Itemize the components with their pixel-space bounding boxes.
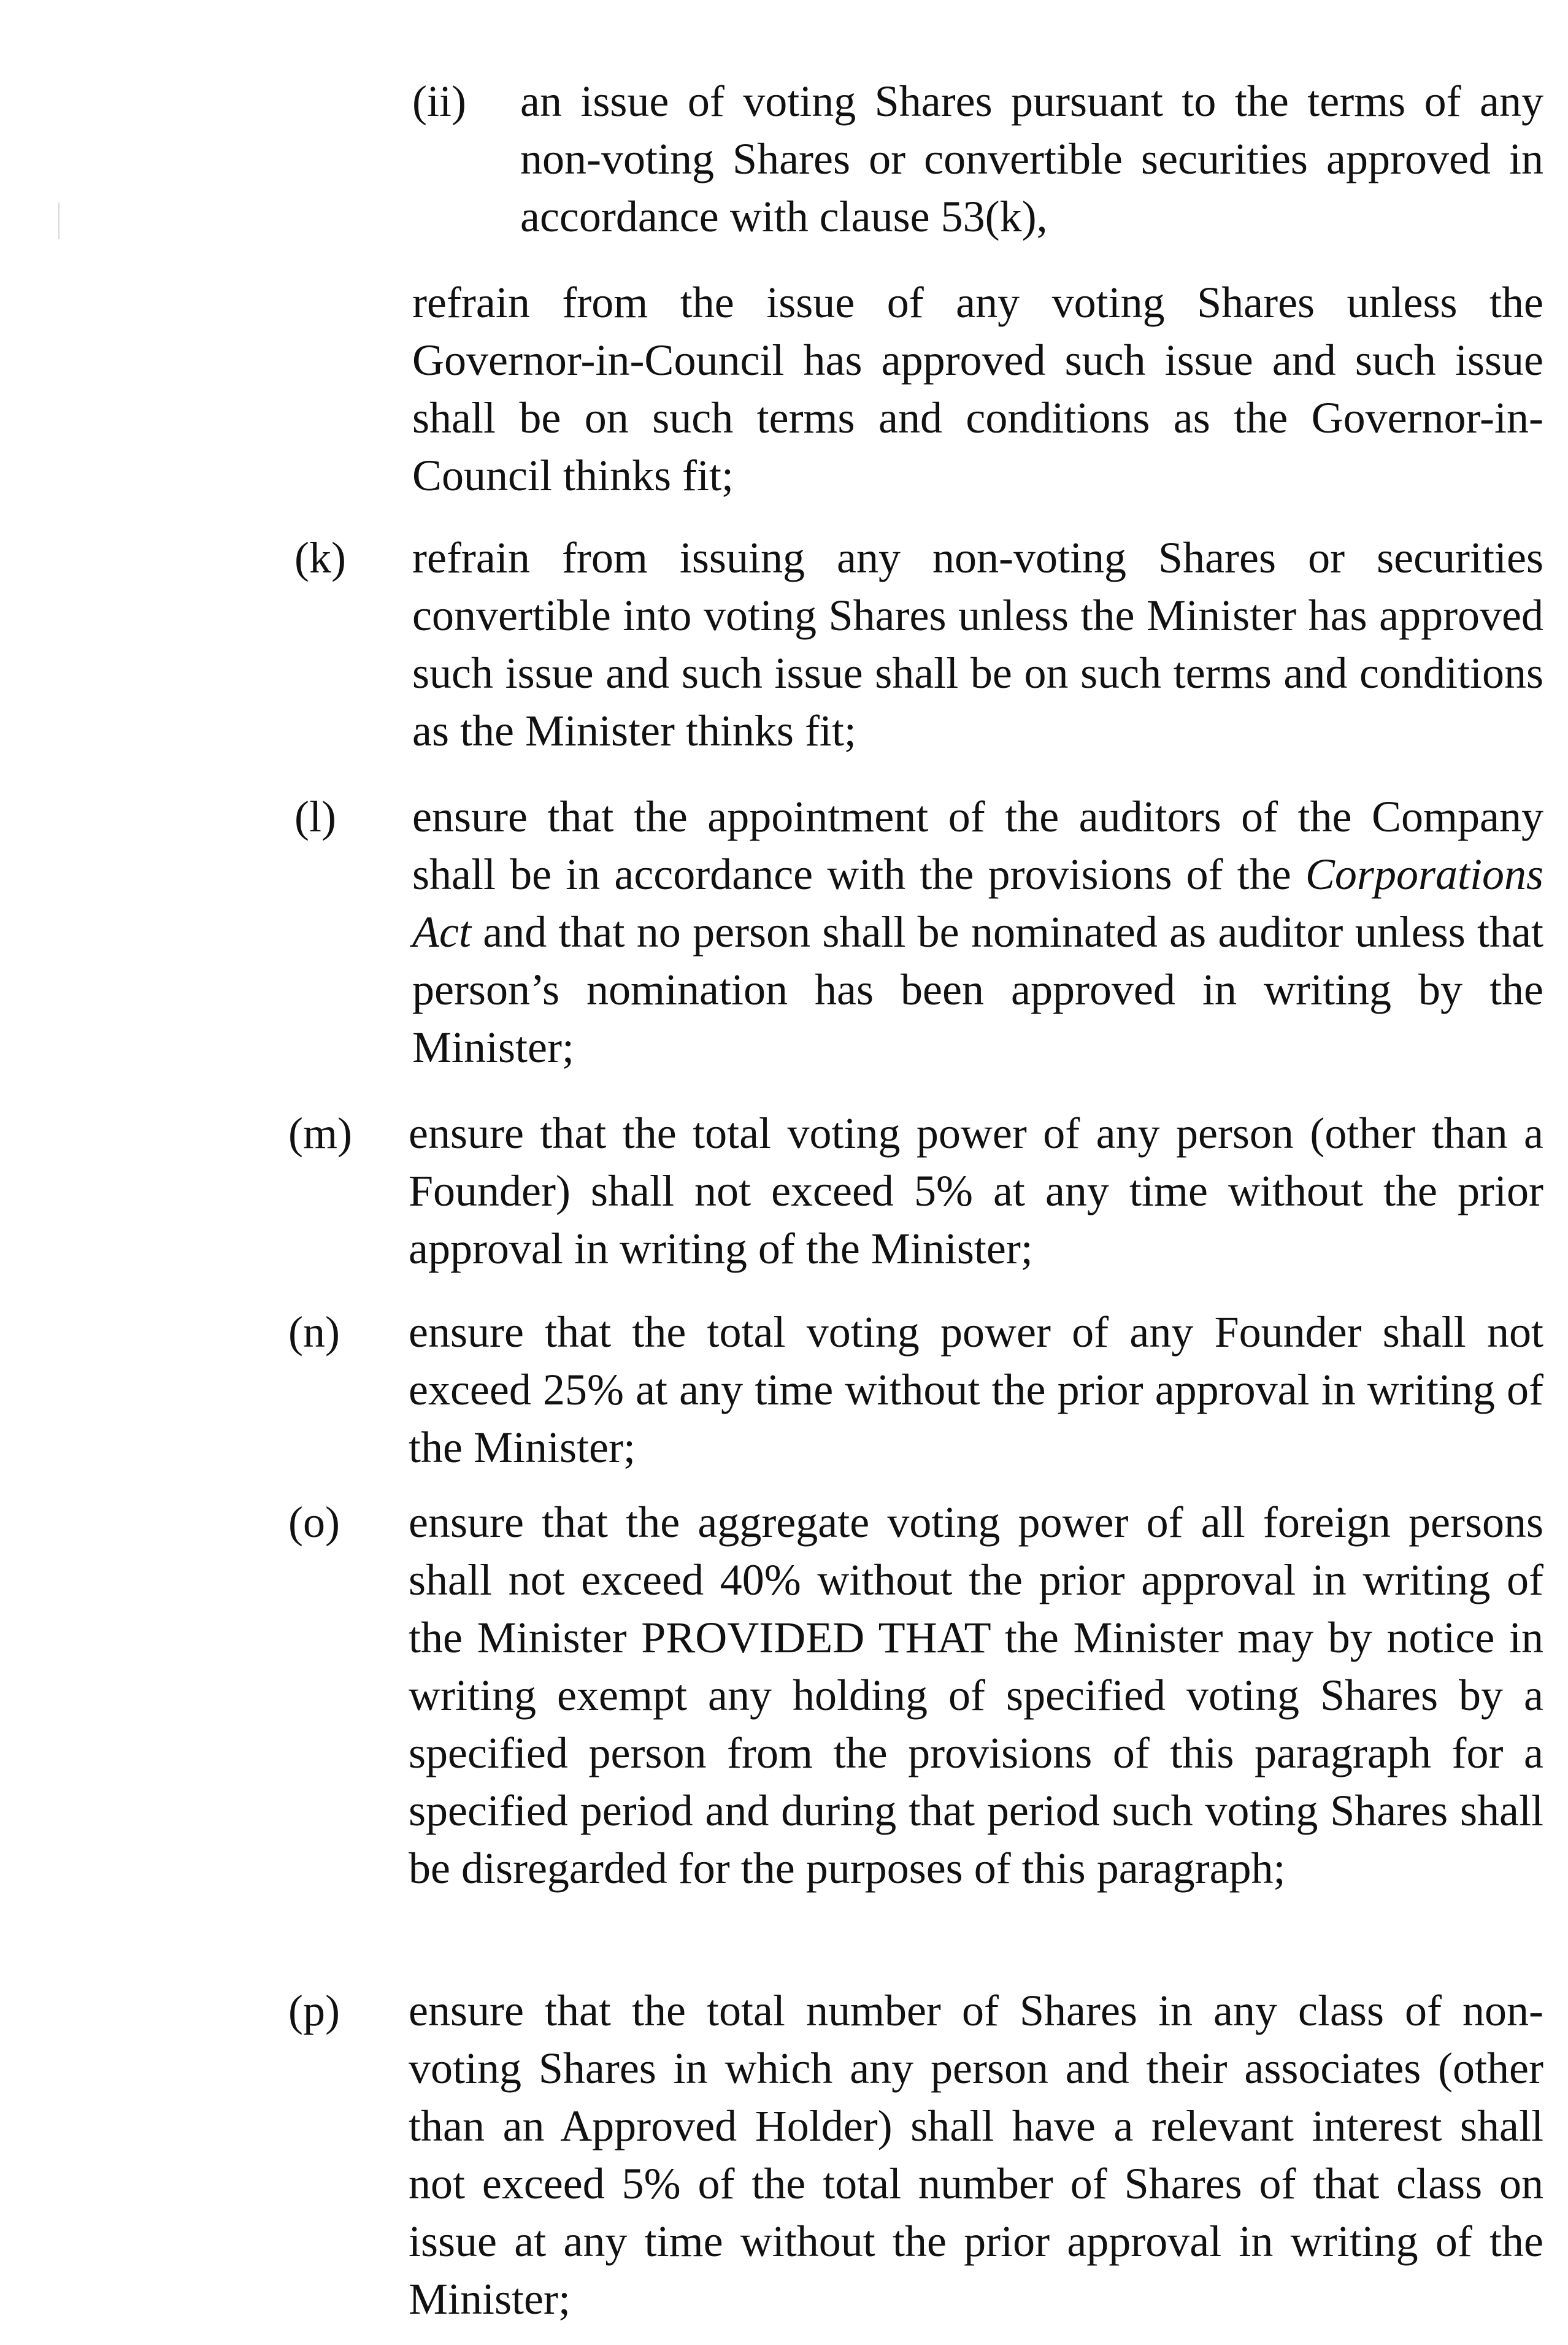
item-text-l-part1: ensure that the appointment of the auditors of the Company shall be in accordance with the provisions of the (412, 792, 1543, 899)
item-label-o: (o) (288, 1498, 340, 1547)
item-text-n: ensure that the total voting power of any Founder shall not exceed 25% at any time without the prior approval in writing of the Minister; (409, 1307, 1543, 1472)
item-text-k: refrain from issuing any non-voting Shares or securities convertible into voting Shares unless the Minister has approved such issue and such issue shall be on such terms and conditions as the Minister thinks fit; (412, 533, 1543, 755)
item-label-k: (k) (294, 533, 346, 582)
item-label-ii: (ii) (412, 77, 466, 126)
item-text-l-part2: and that no person shall be nominated as auditor unless that person’s nomination has been approved in writing by the Minister; (412, 907, 1543, 1072)
item-text-ii: an issue of voting Shares pursuant to the terms of any non-voting Shares or convertible securities approved in accordance with clause 53(k), (520, 77, 1543, 241)
item-label-n: (n) (288, 1307, 340, 1357)
item-label-l: (l) (294, 792, 336, 841)
item-text-j-continuation: refrain from the issue of any voting Shares unless the Governor-in-Council has approved such issue and such issue shall be on such terms and conditions as the Governor-in-Council thinks fit; (412, 278, 1543, 500)
item-label-p: (p) (288, 1986, 340, 2035)
item-text-p: ensure that the total number of Shares in any class of non-voting Shares in which any person and their associates (other than an Approved Holder) shall have a relevant interest shall not exceed 5% of the total number of Shares of that class on issue at any time without the prior approval in writing of the Minister; (409, 1986, 1543, 2324)
scan-artifact (58, 202, 60, 239)
item-text-m: ensure that the total voting power of any person (other than a Founder) shall not exceed 5% at any time without the prior approval in writing of the Minister; (409, 1109, 1543, 1273)
corporations-act-title: Corporations Act (412, 850, 1543, 957)
item-label-m: (m) (288, 1109, 352, 1158)
item-text-l (412, 788, 1543, 1076)
item-text-o: ensure that the aggregate voting power of all foreign persons shall not exceed 40% without the prior approval in writing of the Minister PROVIDED THAT the Minister may by notice in writing exempt any holding of specified voting Shares by a specified person from the provisions of this paragraph for a specified period and during that period such voting Shares shall be disregarded for the purposes of this paragraph; (409, 1498, 1543, 1893)
